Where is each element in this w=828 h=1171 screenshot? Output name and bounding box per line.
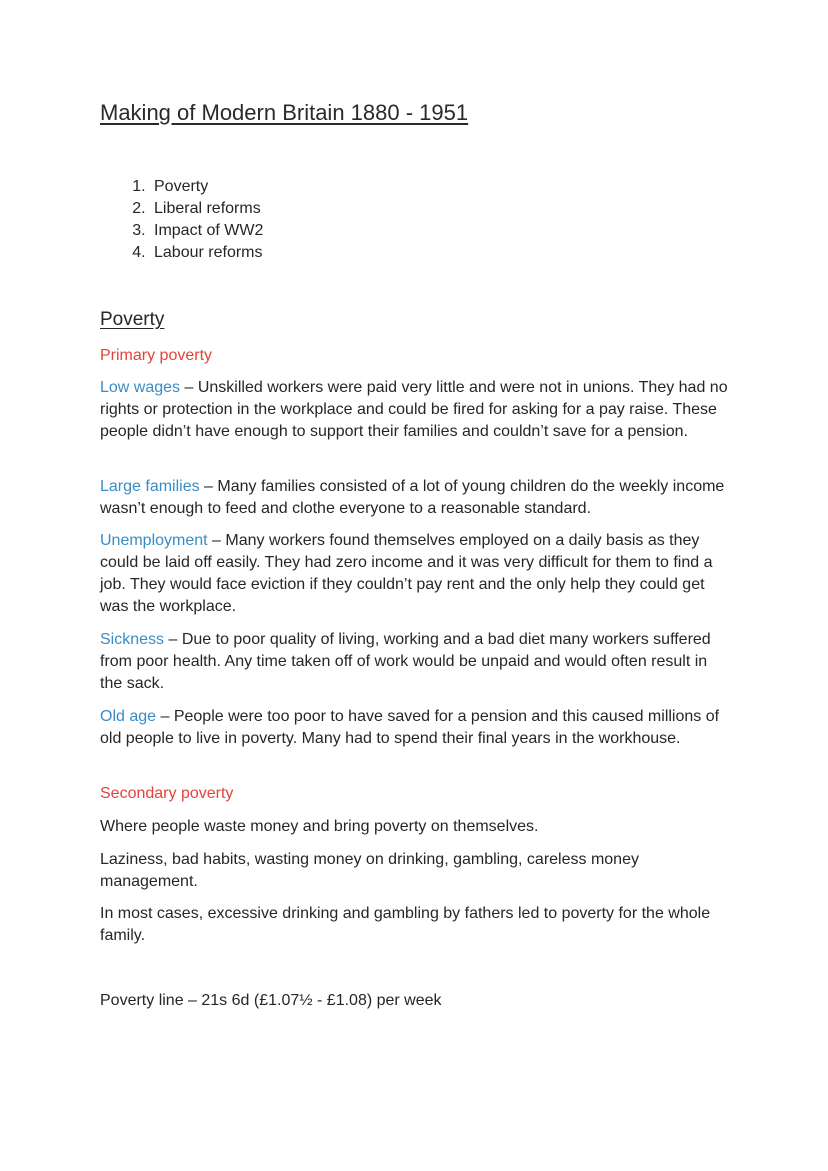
contents-item: 4. Labour reforms (150, 242, 263, 264)
document-title: Making of Modern Britain 1880 - 1951 (100, 100, 469, 125)
contents-item: 1. Poverty (150, 176, 263, 198)
cause-paragraph (100, 530, 728, 618)
cause-term: Large families (100, 478, 200, 495)
poverty-line-note: Poverty line – 21s 6d (£1.07½ - £1.08) per week (100, 992, 442, 1009)
secondary-paragraph: In most cases, excessive drinking and gambling by fathers led to poverty for the whole family. (100, 905, 711, 944)
cause-term: Sickness (100, 631, 165, 648)
cause-text: – Unskilled workers were paid very little and were not in unions. They had no rights or protection in the workplace and could be fired for asking for a pay raise. These people didn’t have enough to support their families and couldn’t save for a pension. (100, 379, 728, 440)
cause-text: – Due to poor quality of living, working and a bad diet many workers suffered from poor health. Any time taken off of work would be unpaid and would often result in the sack. (100, 631, 711, 692)
contents-list (100, 176, 263, 264)
cause-text: – Many workers found themselves employed on a daily basis as they could be laid off easily. They had zero income and it was very difficult for them to find a job. They would face eviction if they couldn’t pay rent and the only help they could get was the workplace. (100, 532, 713, 615)
secondary-paragraph: Laziness, bad habits, wasting money on drinking, gambling, careless money management. (100, 851, 639, 890)
secondary-paragraph: Where people waste money and bring poverty on themselves. (100, 818, 539, 835)
cause-paragraph (100, 476, 728, 520)
contents-item: 2. Liberal reforms (150, 198, 263, 220)
cause-term: Old age (100, 708, 157, 725)
section-heading-poverty: Poverty (100, 309, 165, 330)
cause-term: Unemployment (100, 532, 208, 549)
secondary-poverty-heading: Secondary poverty (100, 785, 234, 802)
cause-paragraph (100, 377, 728, 443)
primary-poverty-heading: Primary poverty (100, 347, 213, 364)
cause-paragraph (100, 706, 728, 750)
cause-term: Low wages (100, 379, 181, 396)
cause-text: – People were too poor to have saved for a pension and this caused millions of old people to live in poverty. Many had to spend their final years in the workhouse. (100, 708, 720, 747)
contents-item: 3. Impact of WW2 (150, 220, 263, 242)
cause-paragraph (100, 629, 728, 695)
cause-text: – Many families consisted of a lot of young children do the weekly income wasn’t enough to feed and clothe everyone to a reasonable standard. (100, 478, 725, 517)
